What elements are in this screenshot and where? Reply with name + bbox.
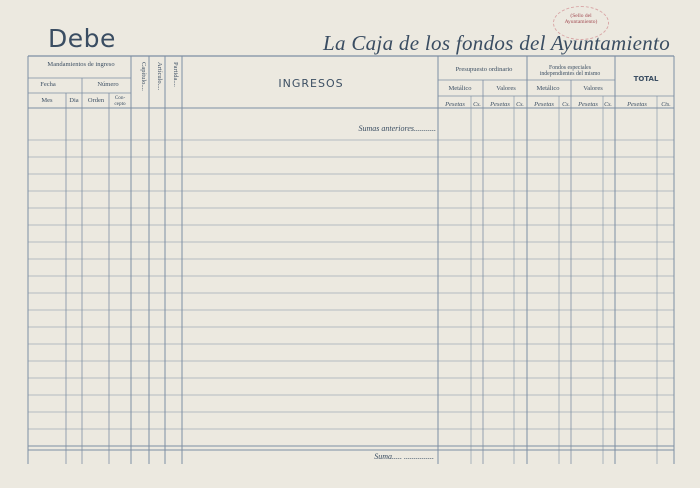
col-articulo: Artículo.... xyxy=(156,62,163,91)
col-capitulo: Capítulo.... xyxy=(140,62,147,91)
col-mandamientos: Mandamientos de ingreso xyxy=(47,61,115,68)
col-ingresos: INGRESOS xyxy=(278,77,344,90)
col-fondos-2: independientes del mismo xyxy=(539,71,601,77)
suma-total-label: Suma..... ............... xyxy=(374,452,434,461)
page-side-label: Debe xyxy=(48,24,116,53)
col-cs-1: Cs. xyxy=(473,102,481,108)
col-dia: Dia xyxy=(69,97,79,104)
sumas-anteriores: Sumas anteriores........... xyxy=(358,124,436,133)
stamp-line-1: (Sello del xyxy=(570,13,592,19)
page-title: La Caja de los fondos del Ayuntamiento xyxy=(323,31,671,55)
col-cts-total: Cts. xyxy=(661,102,671,108)
col-cs-3: Cs. xyxy=(562,102,570,108)
col-mes: Mes xyxy=(41,97,53,104)
col-presupuesto: Presupuesto ordinario xyxy=(455,66,513,73)
col-orden: Orden xyxy=(87,97,105,104)
col-pesetas-1: Pesetas xyxy=(445,101,465,108)
col-concepto-2: cepto xyxy=(114,101,126,107)
col-fecha: Fecha xyxy=(40,81,56,88)
col-pesetas-4: Pesetas xyxy=(578,101,598,108)
col-pesetas-total: Pesetas xyxy=(627,101,647,108)
col-cs-2: Cs. xyxy=(516,102,524,108)
col-cs-4: Cs. xyxy=(604,102,612,108)
col-valores-2: Valores xyxy=(583,85,603,92)
col-pesetas-2: Pesetas xyxy=(490,101,510,108)
col-concepto-1: Con- xyxy=(114,95,126,101)
col-partida: Partida.... xyxy=(172,62,179,87)
col-pesetas-3: Pesetas xyxy=(534,101,554,108)
col-metalico-1: Metálico xyxy=(448,85,472,92)
col-numero: Número xyxy=(97,81,119,88)
col-total: TOTAL xyxy=(633,75,659,83)
stamp-line-2: Ayuntamiento) xyxy=(564,19,598,25)
col-metalico-2: Metálico xyxy=(536,85,560,92)
col-fondos-1: Fondos especiales xyxy=(548,65,592,71)
col-valores-1: Valores xyxy=(496,85,516,92)
